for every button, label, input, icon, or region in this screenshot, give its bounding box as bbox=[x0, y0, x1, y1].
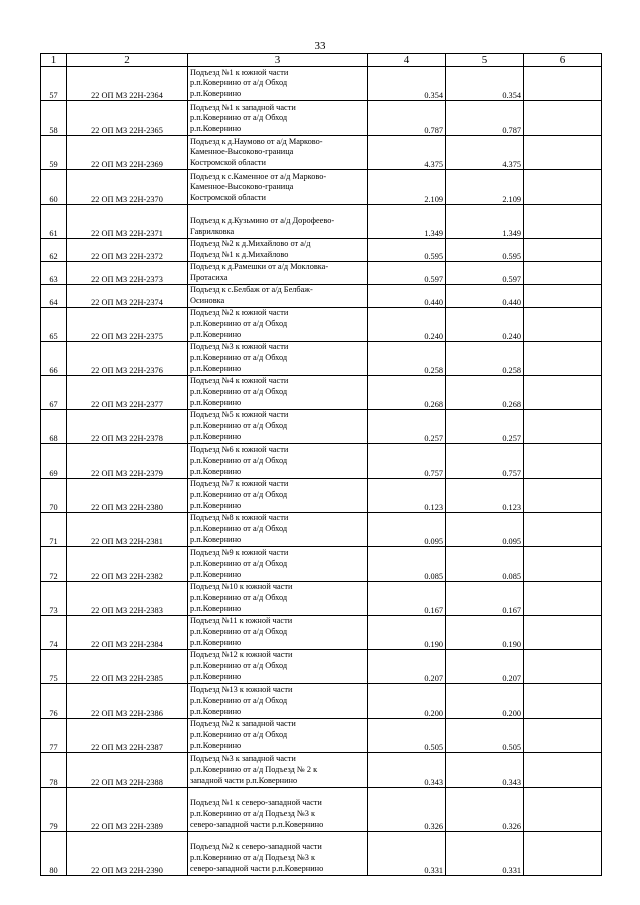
row-number: 62 bbox=[41, 239, 67, 262]
length-total: 4.375 bbox=[368, 136, 446, 170]
length-total: 0.190 bbox=[368, 615, 446, 649]
road-code: 22 ОП МЗ 22Н-2365 bbox=[67, 101, 188, 136]
length-total: 0.268 bbox=[368, 375, 446, 409]
road-name bbox=[188, 101, 368, 136]
length-hard-surface: 0.595 bbox=[446, 239, 524, 262]
length-total: 0.440 bbox=[368, 284, 446, 307]
road-name-line: р.п.Ковернино от а/д Обход bbox=[190, 524, 288, 533]
length-other bbox=[524, 546, 602, 581]
length-total: 0.200 bbox=[368, 683, 446, 718]
road-code: 22 ОП МЗ 22Н-2387 bbox=[67, 718, 188, 752]
length-other bbox=[524, 615, 602, 649]
road-name bbox=[188, 136, 368, 170]
row-number: 73 bbox=[41, 581, 67, 615]
road-name-line: р.п.Ковернино от а/д Обход bbox=[190, 661, 288, 670]
length-other bbox=[524, 101, 602, 136]
road-name-line: Каменное-Высоково-граница bbox=[190, 182, 294, 192]
row-number: 59 bbox=[41, 136, 67, 170]
road-code: 22 ОП МЗ 22Н-2375 bbox=[67, 307, 188, 341]
road-name bbox=[188, 718, 368, 752]
table-row bbox=[41, 443, 602, 478]
table-row bbox=[41, 581, 602, 615]
row-number: 78 bbox=[41, 752, 67, 787]
road-name-line: северо-западной части р.п.Ковернино bbox=[190, 819, 324, 829]
road-name-line: р.п.Ковернино от а/д Обход bbox=[190, 490, 288, 499]
table-row bbox=[41, 752, 602, 787]
road-code: 22 ОП МЗ 22Н-2370 bbox=[67, 170, 188, 205]
road-name-line: Подъезд №11 к южной части bbox=[190, 616, 293, 626]
table-row bbox=[41, 101, 602, 136]
road-name-line: р.п.Ковернино bbox=[190, 329, 242, 339]
table-row bbox=[41, 787, 602, 831]
length-hard-surface: 0.085 bbox=[446, 546, 524, 581]
road-name-line: Каменное-Высоково-граница bbox=[190, 147, 294, 157]
road-name-line: р.п.Ковернино от а/д Обход bbox=[190, 421, 288, 430]
table-row bbox=[41, 261, 602, 284]
road-name-line: Подъезд №9 к южной части bbox=[190, 548, 289, 558]
length-other bbox=[524, 307, 602, 341]
row-number: 77 bbox=[41, 718, 67, 752]
road-name-line: р.п.Ковернино bbox=[190, 397, 242, 407]
table-row bbox=[41, 205, 602, 239]
road-name-line: р.п.Ковернино от а/д Обход bbox=[190, 627, 288, 636]
table-row bbox=[41, 341, 602, 375]
road-name-line: р.п.Ковернино bbox=[190, 740, 242, 750]
road-name-line: р.п.Ковернино от а/д Обход bbox=[190, 387, 288, 396]
road-name bbox=[188, 831, 368, 875]
road-name bbox=[188, 478, 368, 512]
length-other bbox=[524, 409, 602, 443]
length-other bbox=[524, 205, 602, 239]
length-other bbox=[524, 170, 602, 205]
road-name bbox=[188, 67, 368, 101]
road-name-line: Протасиха bbox=[190, 272, 228, 282]
table-row bbox=[41, 546, 602, 581]
table-row bbox=[41, 307, 602, 341]
road-name-line: р.п.Ковернино bbox=[190, 363, 242, 373]
road-code: 22 ОП МЗ 22Н-2383 bbox=[67, 581, 188, 615]
road-code: 22 ОП МЗ 22Н-2379 bbox=[67, 443, 188, 478]
length-hard-surface: 0.095 bbox=[446, 512, 524, 546]
road-name-line: Гаврилковка bbox=[190, 227, 235, 237]
length-hard-surface: 2.109 bbox=[446, 170, 524, 205]
road-code: 22 ОП МЗ 22Н-2371 bbox=[67, 205, 188, 239]
road-code: 22 ОП МЗ 22Н-2374 bbox=[67, 284, 188, 307]
length-other bbox=[524, 478, 602, 512]
road-code: 22 ОП МЗ 22Н-2381 bbox=[67, 512, 188, 546]
road-name bbox=[188, 409, 368, 443]
road-name-line: Подъезд №5 к южной части bbox=[190, 410, 289, 420]
length-hard-surface: 4.375 bbox=[446, 136, 524, 170]
road-name-line: Подъезд №1 к западной части bbox=[190, 102, 296, 112]
length-hard-surface: 1.349 bbox=[446, 205, 524, 239]
road-code: 22 ОП МЗ 22Н-2378 bbox=[67, 409, 188, 443]
row-number: 61 bbox=[41, 205, 67, 239]
road-name-line: р.п.Ковернино от а/д Подъезд №3 к bbox=[190, 809, 316, 818]
length-hard-surface: 0.787 bbox=[446, 101, 524, 136]
length-total: 0.240 bbox=[368, 307, 446, 341]
length-total: 0.326 bbox=[368, 787, 446, 831]
row-number: 68 bbox=[41, 409, 67, 443]
row-number: 71 bbox=[41, 512, 67, 546]
table-row bbox=[41, 478, 602, 512]
length-total: 0.207 bbox=[368, 649, 446, 683]
roads-registry-table bbox=[40, 53, 602, 876]
table-row bbox=[41, 375, 602, 409]
table-row bbox=[41, 67, 602, 101]
row-number: 72 bbox=[41, 546, 67, 581]
road-name-line: р.п.Ковернино от а/д Обход bbox=[190, 730, 288, 739]
road-name-line: Подъезд №2 к северо-западной части bbox=[190, 842, 322, 852]
row-number: 67 bbox=[41, 375, 67, 409]
road-name bbox=[188, 443, 368, 478]
length-other bbox=[524, 649, 602, 683]
road-name bbox=[188, 284, 368, 307]
road-name-line: Подъезд №1 к южной части bbox=[190, 67, 289, 77]
length-other bbox=[524, 341, 602, 375]
row-number: 57 bbox=[41, 67, 67, 101]
table-row bbox=[41, 239, 602, 262]
road-name-line: р.п.Ковернино от а/д Обход bbox=[190, 696, 288, 705]
road-name-line: Подъезд №2 к южной части bbox=[190, 308, 289, 318]
row-number: 70 bbox=[41, 478, 67, 512]
road-name-line: Подъезд к с.Белбаж от а/д Белбаж- bbox=[190, 285, 313, 294]
length-hard-surface: 0.343 bbox=[446, 752, 524, 787]
road-name-line: Подъезд к д.Рамешки от а/д Мокловка- bbox=[190, 262, 329, 271]
row-number: 79 bbox=[41, 787, 67, 831]
length-hard-surface: 0.597 bbox=[446, 261, 524, 284]
table-row bbox=[41, 170, 602, 205]
road-name bbox=[188, 752, 368, 787]
road-code: 22 ОП МЗ 22Н-2385 bbox=[67, 649, 188, 683]
length-total: 0.331 bbox=[368, 831, 446, 875]
road-name-line: Подъезд №8 к южной части bbox=[190, 513, 289, 523]
road-name-line: р.п.Ковернино от а/д Обход bbox=[190, 593, 288, 602]
table-row bbox=[41, 136, 602, 170]
road-name-line: Подъезд №1 к д.Михайлово bbox=[190, 249, 289, 259]
road-code: 22 ОП МЗ 22Н-2376 bbox=[67, 341, 188, 375]
road-code: 22 ОП МЗ 22Н-2382 bbox=[67, 546, 188, 581]
road-name-line: Подъезд №4 к южной части bbox=[190, 376, 289, 386]
road-name-line: р.п.Ковернино bbox=[190, 124, 242, 134]
road-name bbox=[188, 261, 368, 284]
length-other bbox=[524, 239, 602, 262]
road-name-line: Подъезд №10 к южной части bbox=[190, 582, 293, 592]
road-name-line: Подъезд №2 к западной части bbox=[190, 719, 296, 729]
length-total: 0.257 bbox=[368, 409, 446, 443]
road-name-line: р.п.Ковернино bbox=[190, 637, 242, 647]
road-name-line: р.п.Ковернино от а/д Обход bbox=[190, 78, 288, 88]
road-name-line: Подъезд к д.Кузьмино от а/д Дорофеево- bbox=[190, 216, 335, 226]
length-other bbox=[524, 831, 602, 875]
length-total: 0.597 bbox=[368, 261, 446, 284]
row-number: 69 bbox=[41, 443, 67, 478]
road-name-line: р.п.Ковернино bbox=[190, 671, 242, 681]
road-name bbox=[188, 239, 368, 262]
length-other bbox=[524, 683, 602, 718]
row-number: 76 bbox=[41, 683, 67, 718]
header-row bbox=[41, 54, 602, 67]
length-total: 0.505 bbox=[368, 718, 446, 752]
road-name-line: р.п.Ковернино от а/д Подъезд № 2 к bbox=[190, 765, 318, 774]
length-hard-surface: 0.326 bbox=[446, 787, 524, 831]
road-name-line: р.п.Ковернино от а/д Обход bbox=[190, 319, 288, 328]
road-code: 22 ОП МЗ 22Н-2388 bbox=[67, 752, 188, 787]
road-name-line: Подъезд №6 к южной части bbox=[190, 445, 289, 455]
road-name-line: р.п.Ковернино bbox=[190, 89, 242, 99]
road-code: 22 ОП МЗ 22Н-2384 bbox=[67, 615, 188, 649]
road-name-line: р.п.Ковернино от а/д Обход bbox=[190, 456, 288, 465]
table-row bbox=[41, 512, 602, 546]
road-code: 22 ОП МЗ 22Н-2369 bbox=[67, 136, 188, 170]
road-name bbox=[188, 581, 368, 615]
header-col-4: 4 bbox=[368, 54, 446, 67]
length-other bbox=[524, 752, 602, 787]
table-row bbox=[41, 649, 602, 683]
road-name-line: Подъезд №13 к южной части bbox=[190, 685, 293, 695]
length-hard-surface: 0.505 bbox=[446, 718, 524, 752]
road-code: 22 ОП МЗ 22Н-2364 bbox=[67, 67, 188, 101]
length-total: 0.354 bbox=[368, 67, 446, 101]
length-total: 0.787 bbox=[368, 101, 446, 136]
table-row bbox=[41, 409, 602, 443]
road-name-line: Подъезд №7 к южной части bbox=[190, 479, 289, 489]
header-col-5: 5 bbox=[446, 54, 524, 67]
road-name-line: Подъезд №12 к южной части bbox=[190, 650, 293, 660]
road-name-line: р.п.Ковернино bbox=[190, 431, 242, 441]
length-other bbox=[524, 718, 602, 752]
road-name-line: р.п.Ковернино bbox=[190, 466, 242, 476]
row-number: 75 bbox=[41, 649, 67, 683]
table-body bbox=[41, 67, 602, 876]
road-code: 22 ОП МЗ 22Н-2380 bbox=[67, 478, 188, 512]
length-other bbox=[524, 67, 602, 101]
table-row bbox=[41, 615, 602, 649]
length-hard-surface: 0.207 bbox=[446, 649, 524, 683]
road-name-line: р.п.Ковернино от а/д Обход bbox=[190, 353, 288, 362]
road-name-line: Подъезд №3 к южной части bbox=[190, 342, 289, 352]
road-name-line: северо-западной части р.п.Ковернино bbox=[190, 863, 324, 873]
road-name bbox=[188, 307, 368, 341]
road-code: 22 ОП МЗ 22Н-2372 bbox=[67, 239, 188, 262]
road-code: 22 ОП МЗ 22Н-2386 bbox=[67, 683, 188, 718]
road-name bbox=[188, 615, 368, 649]
header-col-2: 2 bbox=[67, 54, 188, 67]
road-name-line: р.п.Ковернино bbox=[190, 500, 242, 510]
length-total: 0.095 bbox=[368, 512, 446, 546]
length-other bbox=[524, 581, 602, 615]
row-number: 80 bbox=[41, 831, 67, 875]
length-hard-surface: 0.167 bbox=[446, 581, 524, 615]
length-other bbox=[524, 375, 602, 409]
road-name-line: Костромской области bbox=[190, 158, 266, 168]
length-total: 0.167 bbox=[368, 581, 446, 615]
length-hard-surface: 0.354 bbox=[446, 67, 524, 101]
length-other bbox=[524, 512, 602, 546]
length-hard-surface: 0.268 bbox=[446, 375, 524, 409]
length-other bbox=[524, 261, 602, 284]
road-name-line: западной части р.п.Ковернино bbox=[190, 775, 298, 785]
road-name-line: р.п.Ковернино от а/д Обход bbox=[190, 559, 288, 568]
row-number: 65 bbox=[41, 307, 67, 341]
length-hard-surface: 0.190 bbox=[446, 615, 524, 649]
length-hard-surface: 0.331 bbox=[446, 831, 524, 875]
page-number: 33 bbox=[314, 40, 326, 52]
table-row bbox=[41, 284, 602, 307]
length-hard-surface: 0.240 bbox=[446, 307, 524, 341]
road-name-line: р.п.Ковернино bbox=[190, 534, 242, 544]
header-col-3: 3 bbox=[188, 54, 368, 67]
length-other bbox=[524, 787, 602, 831]
length-total: 0.757 bbox=[368, 443, 446, 478]
row-number: 64 bbox=[41, 284, 67, 307]
length-hard-surface: 0.123 bbox=[446, 478, 524, 512]
table-row bbox=[41, 831, 602, 875]
length-hard-surface: 0.757 bbox=[446, 443, 524, 478]
road-code: 22 ОП МЗ 22Н-2377 bbox=[67, 375, 188, 409]
length-total: 0.343 bbox=[368, 752, 446, 787]
length-hard-surface: 0.258 bbox=[446, 341, 524, 375]
road-name-line: Костромской области bbox=[190, 193, 266, 203]
length-other bbox=[524, 136, 602, 170]
header-col-6: 6 bbox=[524, 54, 602, 67]
road-name-line: р.п.Ковернино bbox=[190, 603, 242, 613]
length-other bbox=[524, 284, 602, 307]
road-name bbox=[188, 546, 368, 581]
road-name-line: р.п.Ковернино bbox=[190, 569, 242, 579]
length-other bbox=[524, 443, 602, 478]
table-row bbox=[41, 718, 602, 752]
road-name-line: р.п.Ковернино от а/д Обход bbox=[190, 113, 288, 123]
header-col-1: 1 bbox=[41, 54, 67, 67]
road-name bbox=[188, 205, 368, 239]
road-name bbox=[188, 512, 368, 546]
road-code: 22 ОП МЗ 22Н-2389 bbox=[67, 787, 188, 831]
length-total: 0.595 bbox=[368, 239, 446, 262]
length-hard-surface: 0.257 bbox=[446, 409, 524, 443]
road-name bbox=[188, 683, 368, 718]
length-total: 0.258 bbox=[368, 341, 446, 375]
road-code: 22 ОП МЗ 22Н-2390 bbox=[67, 831, 188, 875]
length-hard-surface: 0.200 bbox=[446, 683, 524, 718]
row-number: 60 bbox=[41, 170, 67, 205]
road-name-line: Подъезд к д.Наумово от а/д Марково- bbox=[190, 136, 323, 146]
row-number: 66 bbox=[41, 341, 67, 375]
length-hard-surface: 0.440 bbox=[446, 284, 524, 307]
length-total: 1.349 bbox=[368, 205, 446, 239]
road-name-line: Подъезд №1 к северо-западной части bbox=[190, 798, 322, 808]
road-name bbox=[188, 341, 368, 375]
road-name-line: Подъезд №2 к д.Михайлово от а/д bbox=[190, 239, 311, 248]
road-name-line: р.п.Ковернино от а/д Подъезд №3 к bbox=[190, 853, 316, 862]
road-name bbox=[188, 787, 368, 831]
road-name bbox=[188, 375, 368, 409]
road-name-line: Осиновка bbox=[190, 295, 225, 305]
length-total: 2.109 bbox=[368, 170, 446, 205]
road-name bbox=[188, 170, 368, 205]
road-name-line: р.п.Ковернино bbox=[190, 706, 242, 716]
road-name-line: Подъезд к с.Каменное от а/д Марково- bbox=[190, 171, 327, 181]
length-total: 0.123 bbox=[368, 478, 446, 512]
road-name bbox=[188, 649, 368, 683]
row-number: 63 bbox=[41, 261, 67, 284]
row-number: 74 bbox=[41, 615, 67, 649]
road-name-line: Подъезд №3 к западной части bbox=[190, 754, 296, 764]
length-total: 0.085 bbox=[368, 546, 446, 581]
road-code: 22 ОП МЗ 22Н-2373 bbox=[67, 261, 188, 284]
table-row bbox=[41, 683, 602, 718]
row-number: 58 bbox=[41, 101, 67, 136]
